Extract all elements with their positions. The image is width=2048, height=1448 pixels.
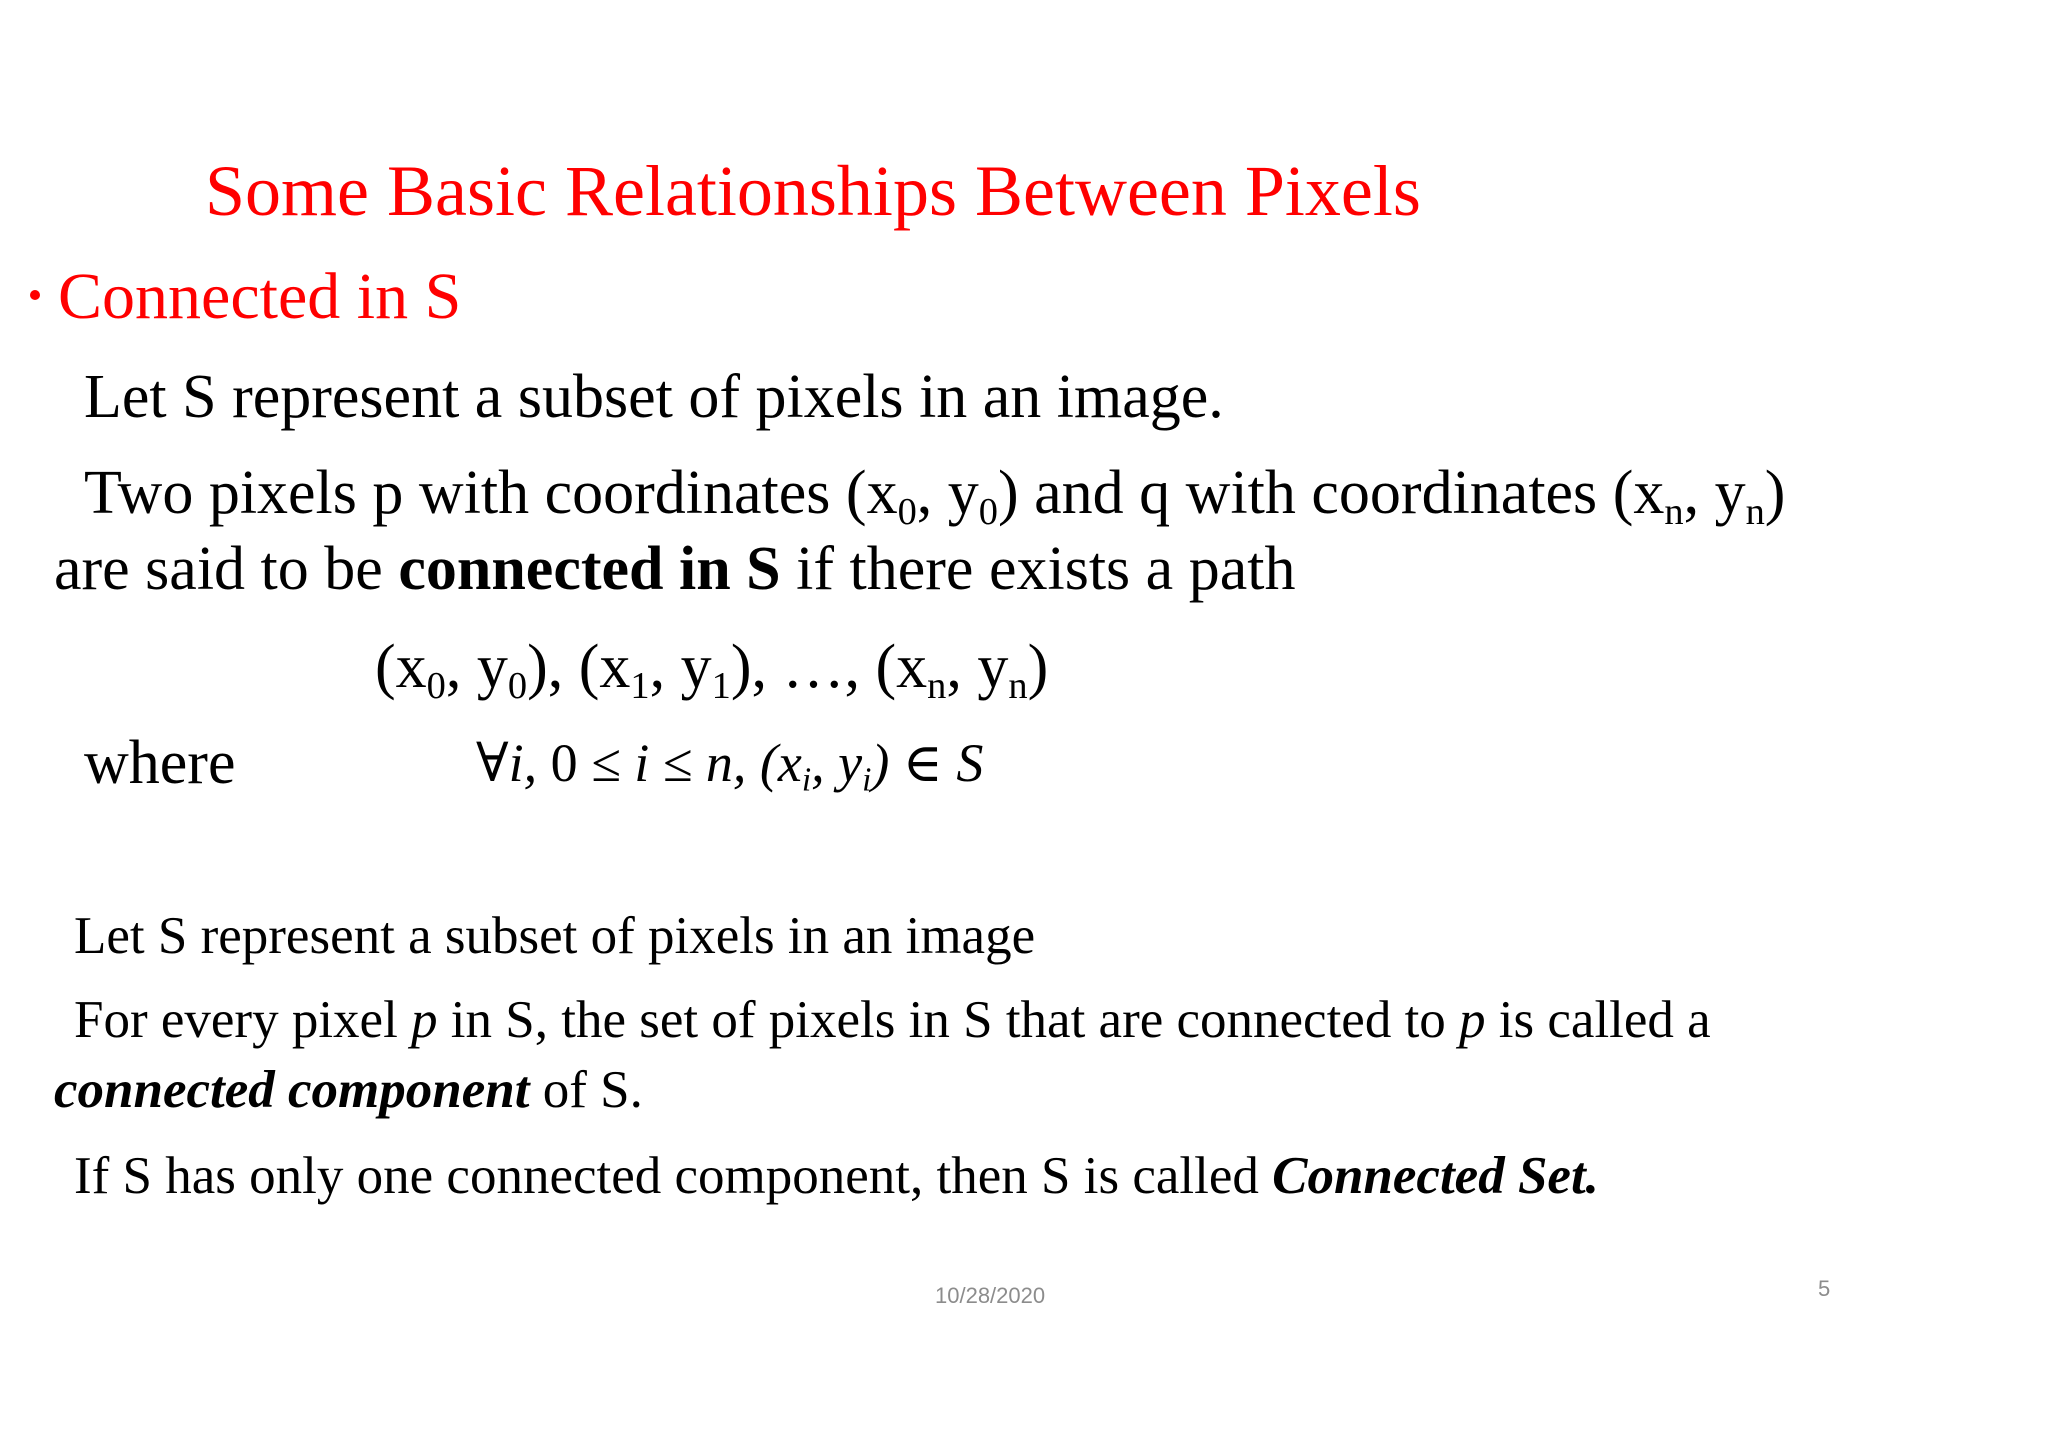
path-expression: ($x_0$, $y_0$), ($x_1$, $y_1$), …, ($x_n$, $y_n$): [375, 633, 1049, 707]
bold-italic-term: Connected Set.: [1272, 1147, 1599, 1205]
bold-term: connected in S: [398, 535, 781, 603]
component-line-3: connected component of S.: [54, 1061, 643, 1119]
formula: ∀i, 0 ≤ i ≤ n, ($x_i$, $y_i$) ∈ S: [476, 733, 984, 799]
component-line-4: If S has only one connected component, then S is called Connected Set.: [74, 1147, 1599, 1205]
bullet-dot-icon: [30, 290, 40, 300]
where-label: where: [84, 729, 236, 797]
component-line-1: Let S represent a subset of pixels in an image: [74, 907, 1036, 965]
slide-title: Some Basic Relationships Between Pixels: [205, 151, 1421, 231]
definition-line-2: Two pixels p with coordinates ($x_0$, $y_0$) and q with coordinates ($x_n$, $y_n$): [84, 459, 1786, 533]
page-number: 5: [1818, 1276, 1831, 1301]
footer-date: 10/28/2020: [935, 1283, 1046, 1308]
definition-line-1: Let S represent a subset of pixels in an image.: [84, 363, 1224, 431]
bold-italic-term: connected component: [54, 1061, 530, 1119]
component-line-2: For every pixel p in S, the set of pixels in S that are connected to p is called a: [74, 991, 1711, 1049]
bullet-heading: Connected in S: [58, 260, 462, 333]
definition-line-3: are said to be connected in S if there exists a path: [54, 535, 1296, 603]
